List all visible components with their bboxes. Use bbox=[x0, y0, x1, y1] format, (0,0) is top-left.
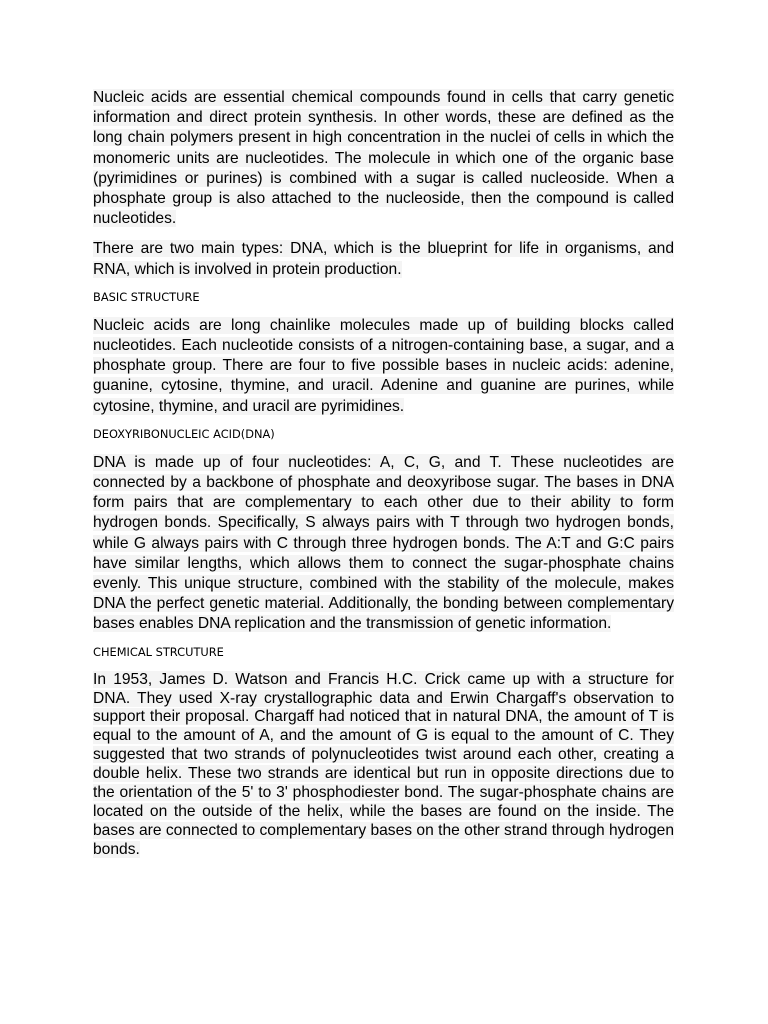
section-heading-chemical-structure: CHEMICAL STRCUTURE bbox=[93, 644, 224, 659]
types-paragraph bbox=[93, 239, 674, 279]
dna-paragraph bbox=[93, 453, 674, 635]
types-paragraph-text: There are two main types: DNA, which is the blueprint for life in organisms, and RNA, which is involved in protein production. bbox=[93, 240, 674, 278]
document-page bbox=[93, 88, 674, 860]
intro-paragraph bbox=[93, 88, 674, 229]
dna-paragraph-text: DNA is made up of four nucleotides: A, C, G, and T. These nucleotides are connected by a backbone of phosphate and deoxyribose sugar. The bases in DNA form pairs that are complementary to each other due to their ability to form hydrogen bonds. Specifically, S always pairs with T through two hydrogen bonds, while G always pairs with C through three hydrogen bonds. The A:T and G:C pairs have similar lengths, which allows them to connect the sugar-phosphate chains evenly. This unique structure, combined with the stability of the molecule, makes DNA the perfect genetic material. Additionally, the bonding between complementary bases enables DNA replication and the transmission of genetic information. bbox=[93, 453, 674, 633]
section-heading-dna: DEOXYRIBONUCLEIC ACID(DNA) bbox=[93, 426, 275, 441]
intro-paragraph-text: Nucleic acids are essential chemical compounds found in cells that carry genetic information and direct protein synthesis. In other words, these are defined as the long chain polymers present in high concentration in the nuclei of cells in which the monomeric units are nucleotides. The molecule in which one of the organic base (pyrimidines or purines) is combined with a sugar is called nucleoside. When a phosphate group is also attached to the nucleoside, then the compound is called nucleotides. bbox=[93, 89, 674, 228]
chemical-structure-paragraph-text: In 1953, James D. Watson and Francis H.C. Crick came up with a structure for DNA. They used X-ray crystallographic data and Erwin Chargaff's observation to support their proposal. Chargaff had noticed that in natural DNA, the amount of T is equal to the amount of A, and the amount of G is equal to the amount of C. They suggested that two strands of polynucleotides twist around each other, creating a double helix. These two strands are identical but run in opposite directions due to the orientation of the 5' to 3' phosphodiester bond. The sugar-phosphate chains are located on the outside of the helix, while the bases are found on the inside. The bases are connected to complementary bases on the other strand through hydrogen bonds. bbox=[93, 670, 674, 858]
chemical-structure-paragraph bbox=[93, 671, 674, 860]
basic-structure-paragraph bbox=[93, 316, 674, 417]
section-heading-basic-structure: BASIC STRUCTURE bbox=[93, 289, 200, 304]
basic-structure-paragraph-text: Nucleic acids are long chainlike molecules made up of building blocks called nucleotides. Each nucleotide consists of a nitrogen-containing base, a sugar, and a phosphate group. There are four to five possible bases in nucleic acids: adenine, guanine, cytosine, thymine, and uracil. Adenine and guanine are purines, while cytosine, thymine, and uracil are pyrimidines. bbox=[93, 316, 674, 415]
